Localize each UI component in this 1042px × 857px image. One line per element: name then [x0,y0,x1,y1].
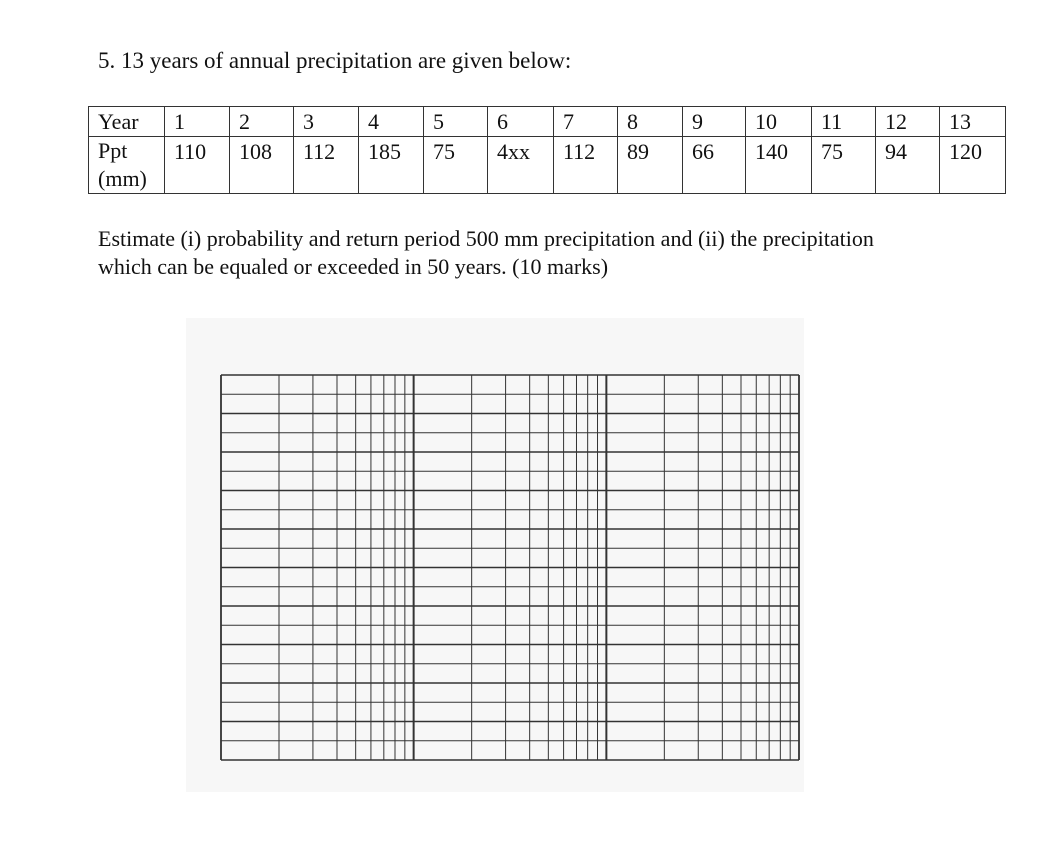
precipitation-cell: 140 [746,137,812,194]
question-body [98,225,998,281]
question-body-line-1: Estimate (i) probability and return period 500 mm precipitation and (ii) the precipitation [98,226,874,251]
precipitation-cell: 185 [359,137,424,194]
probability-graph-paper [186,318,804,792]
year-cell: 9 [683,107,746,137]
precipitation-cell: 75 [812,137,876,194]
precipitation-cell: 4xx [488,137,554,194]
year-cell: 4 [359,107,424,137]
year-cell: 6 [488,107,554,137]
precipitation-cell: 89 [618,137,683,194]
year-cell: 10 [746,107,812,137]
precipitation-cell: 108 [230,137,294,194]
year-cell: 3 [294,107,359,137]
year-cell: 13 [940,107,1006,137]
precipitation-cell: 94 [876,137,940,194]
table-row-precipitation [89,137,1006,194]
precipitation-cell: 112 [294,137,359,194]
precipitation-cell: 110 [165,137,230,194]
year-cell: 12 [876,107,940,137]
table-row-year [89,107,1006,137]
precipitation-cell: 120 [940,137,1006,194]
year-cell: 8 [618,107,683,137]
ppt-header-unit: (mm) [98,166,147,191]
precipitation-cell: 112 [554,137,618,194]
year-header-cell: Year [89,107,165,137]
precipitation-cell: 75 [424,137,488,194]
graph-grid [186,318,804,792]
year-cell: 11 [812,107,876,137]
question-body-line-2: which can be equaled or exceeded in 50 years. (10 marks) [98,254,609,279]
question-title: 5. 13 years of annual precipitation are given below: [98,48,572,73]
ppt-header-label: Ppt [98,138,128,163]
year-cell: 7 [554,107,618,137]
year-cell: 5 [424,107,488,137]
year-cell: 2 [230,107,294,137]
ppt-header-cell [89,137,165,194]
year-cell: 1 [165,107,230,137]
precipitation-cell: 66 [683,137,746,194]
precipitation-data-table [88,106,1006,194]
